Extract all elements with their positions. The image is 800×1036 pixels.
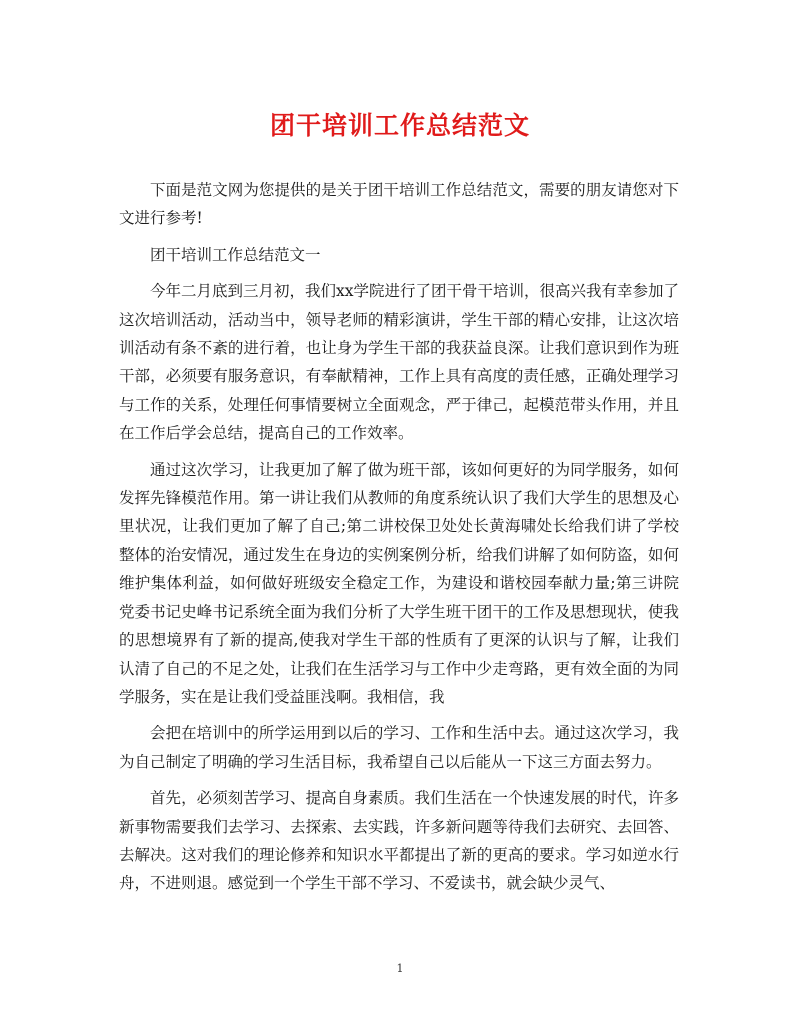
- intro-paragraph: 下面是范文网为您提供的是关于团干培训工作总结范文，需要的朋友请您对下文进行参考!: [119, 181, 679, 228]
- body-paragraph: 首先，必须刻苦学习、提高自身素质。我们生活在一个快速发展的时代，许多新事物需要我们去学习、去探索、去实践，许多新问题等待我们去研究、去回答、去解决。这对我们的理论修养和知识水平都提出了新的更高的要求。学习如逆水行舟，不进则退。感觉到一个学生干部不学习、不爱读书，就会缺少灵气、: [119, 789, 679, 893]
- body-paragraph: 今年二月底到三月初，我们xx学院进行了团干骨干培训，很高兴我有幸参加了这次培训活动，活动当中，领导老师的精彩演讲，学生干部的精心安排，让这次培训活动有条不紊的进行着，也让身为学生干部的我获益良深。让我们意识到作为班干部，必须要有服务意识，有奉献精神，工作上具有高度的责任感，正确处理学习与工作的关系，处理任何事情要树立全面观念，严于律己，起模范带头作用，并且在工作后学会总结，提高自己的工作效率。: [119, 282, 679, 443]
- document-title: 团干培训工作总结范文: [269, 111, 530, 140]
- page-number: 1: [396, 962, 404, 975]
- document-body: [119, 176, 679, 906]
- section-heading: 团干培训工作总结范文一: [150, 245, 321, 264]
- body-paragraph: 会把在培训中的所学运用到以后的学习、工作和生活中去。通过这次学习，我为自己制定了明确的学习生活目标，我希望自己以后能从一下这三方面去努力。: [119, 724, 679, 771]
- body-paragraph: 通过这次学习，让我更加了解了做为班干部，该如何更好的为同学服务，如何发挥先锋模范作用。第一讲让我们从教师的角度系统认识了我们大学生的思想及心里状况，让我们更加了解了自己;第二讲校保卫处处长黄海啸处长给我们讲了学校整体的治安情况，通过发生在身边的实例案例分析，给我们讲解了如何防盗，如何维护集体利益，如何做好班级安全稳定工作，为建设和谐校园奉献力量;第三讲院党委书记史峰书记系统全面为我们分析了大学生班干团干的工作及思想现状，使我的思想境界有了新的提高,使我对学生干部的性质有了更深的认识与了解，让我们认清了自己的不足之处，让我们在生活学习与工作中少走弯路，更有效全面的为同学服务，实在是让我们受益匪浅啊。我相信，我: [119, 460, 679, 706]
